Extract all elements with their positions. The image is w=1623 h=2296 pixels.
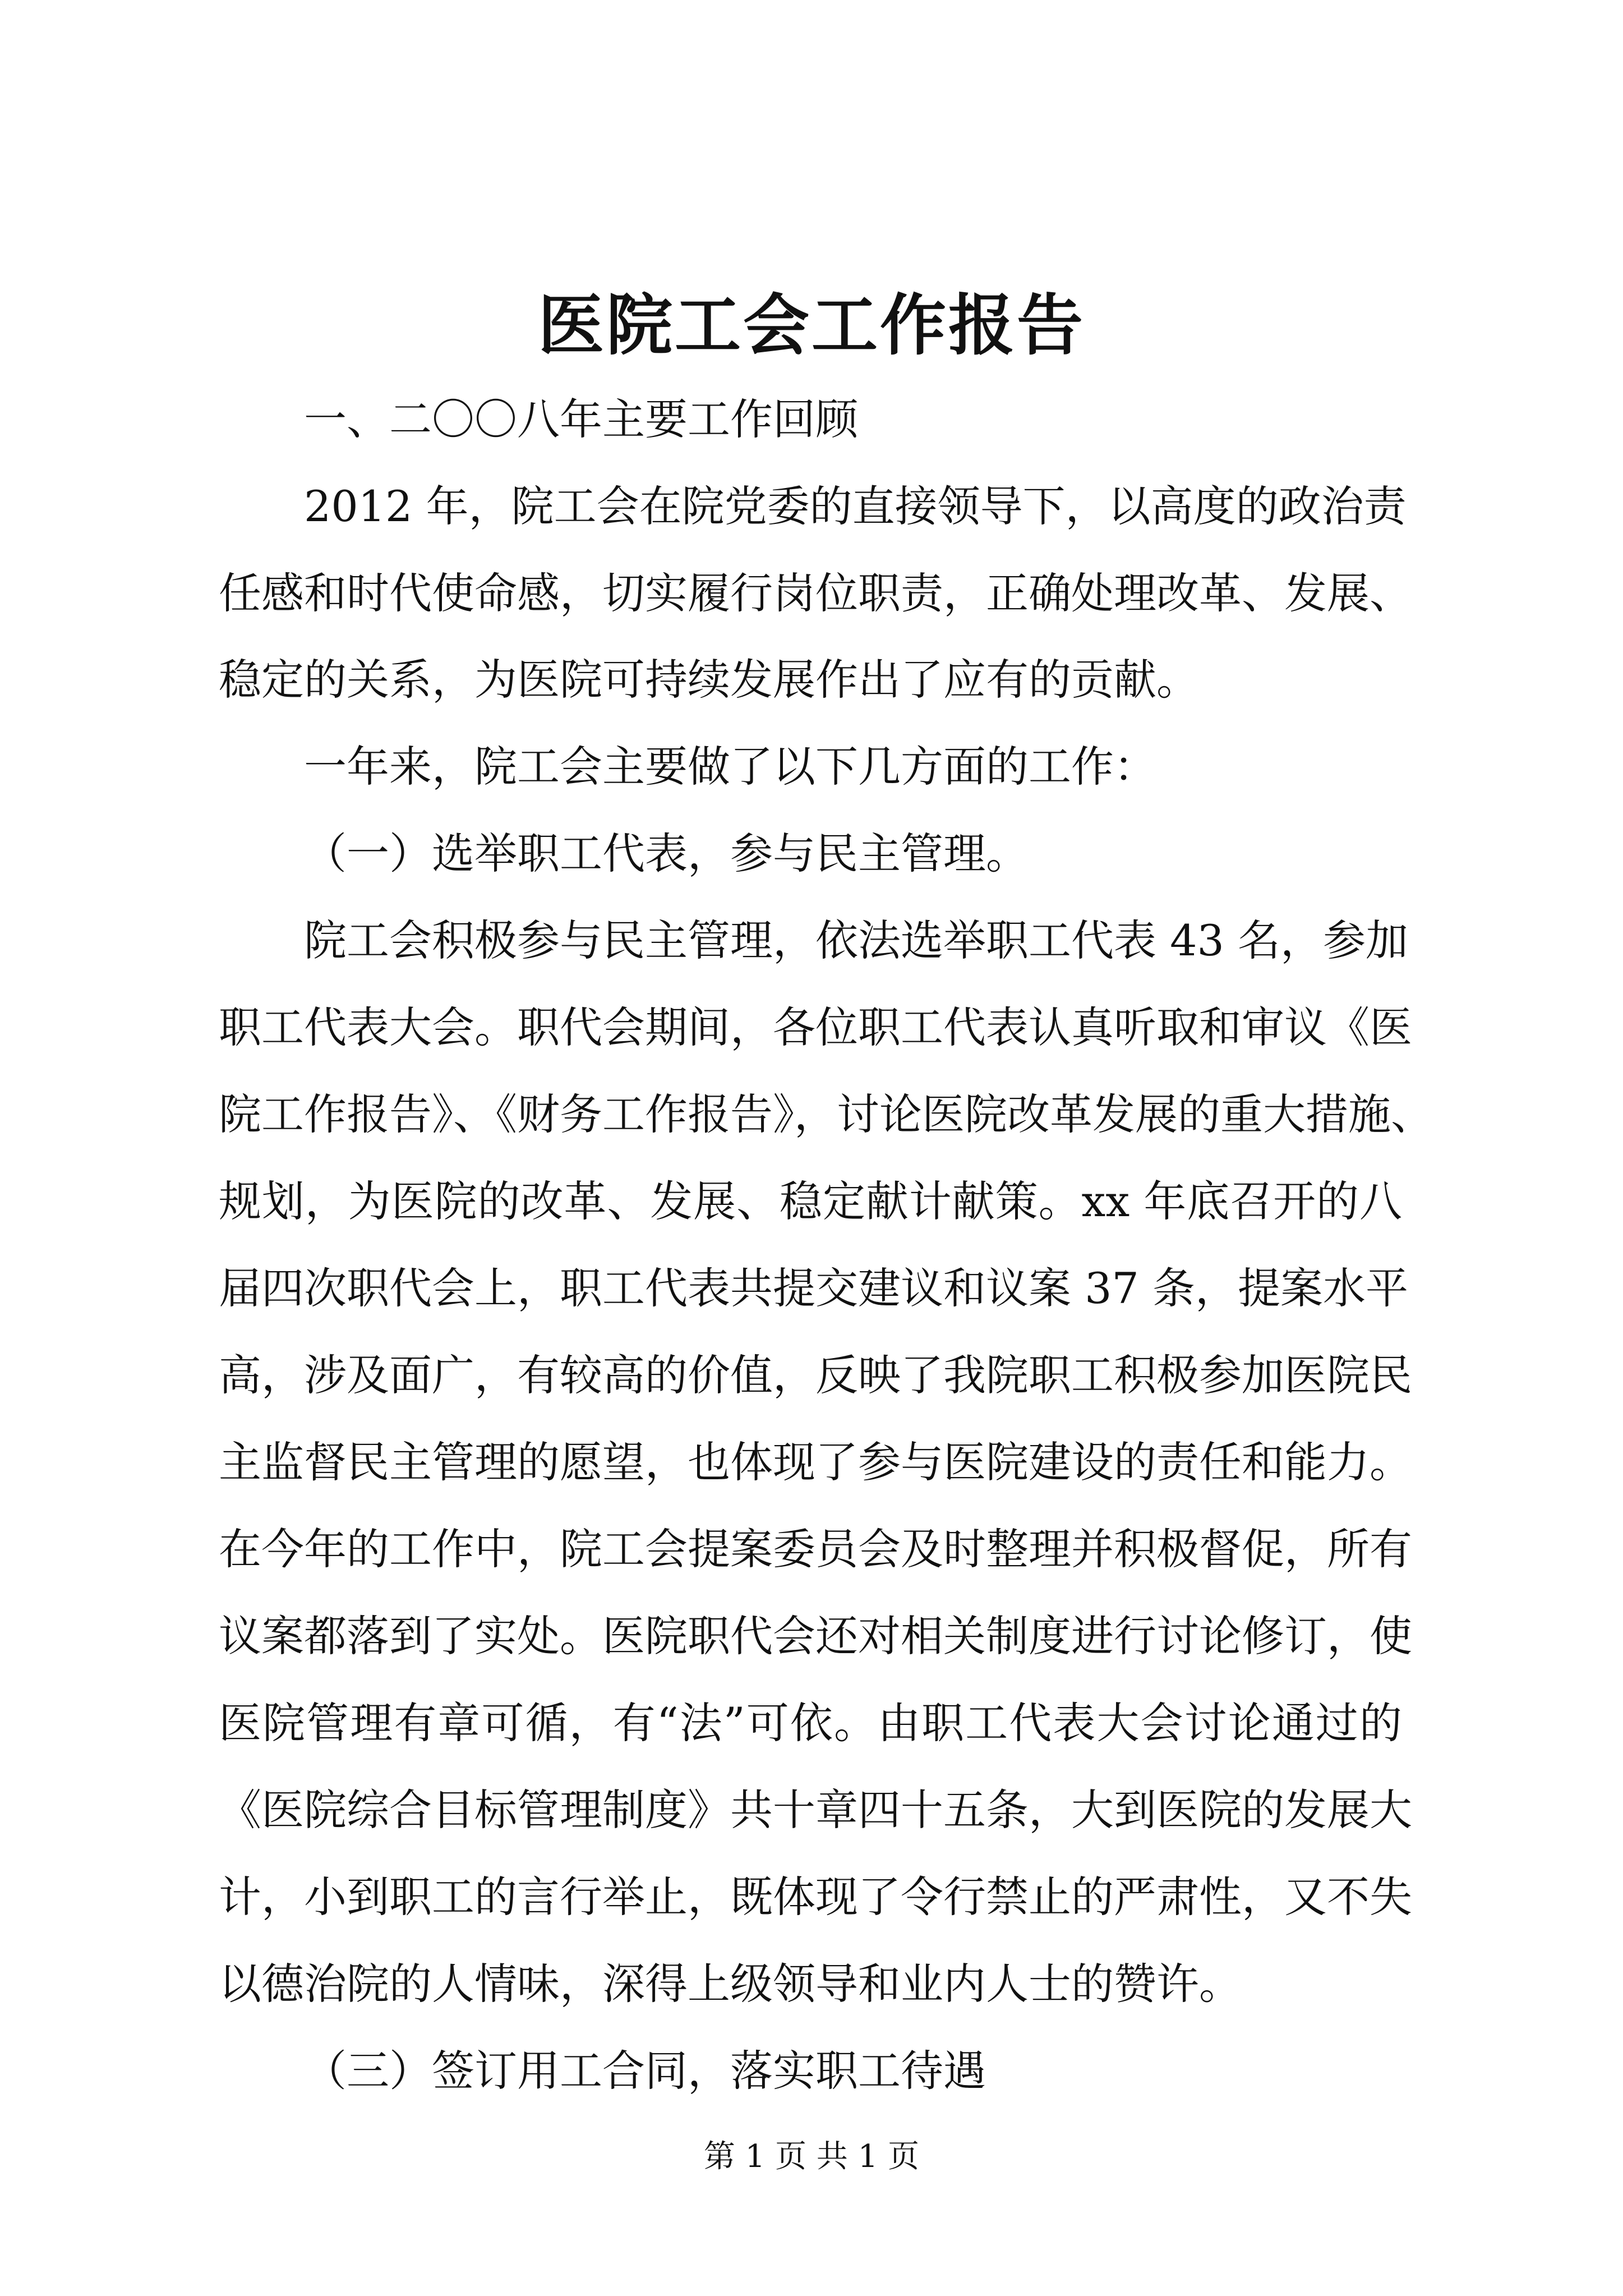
- paragraph-line: 《医院综合目标管理制度》共十章四十五条，大到医院的发展大: [219, 1785, 1412, 1835]
- section-heading: 一、二〇〇八年主要工作回顾: [304, 394, 858, 444]
- paragraph-line: 在今年的工作中，院工会提案委员会及时整理并积极督促，所有: [219, 1524, 1412, 1574]
- paragraph-line: 届四次职代会上，职工代表共提交建议和议案 37 条，提案水平: [219, 1263, 1409, 1313]
- document-title: 医院工会工作报告: [537, 286, 1085, 364]
- paragraph-line: 2012 年，院工会在院党委的直接领导下，以高度的政治责: [304, 481, 1407, 531]
- paragraph-line: 高，涉及面广，有较高的价值，反映了我院职工积极参加医院民: [219, 1350, 1412, 1400]
- paragraph-line: 主监督民主管理的愿望，也体现了参与医院建设的责任和能力。: [219, 1437, 1412, 1487]
- page-footer: 第 1 页 共 1 页: [703, 2138, 920, 2175]
- paragraph-line: 职工代表大会。职代会期间，各位职工代表认真听取和审议《医: [219, 1002, 1412, 1052]
- paragraph-line: 规划，为医院的改革、发展、稳定献计献策。xx 年底召开的八: [219, 1176, 1402, 1226]
- paragraph-line: 一年来，院工会主要做了以下几方面的工作：: [304, 742, 1156, 792]
- paragraph-line: 以德治院的人情味，深得上级领导和业内人士的赞许。: [219, 1959, 1242, 2009]
- subsection-heading: （一）选举职工代表，参与民主管理。: [304, 829, 1029, 878]
- paragraph-line: 议案都落到了实处。医院职代会还对相关制度进行讨论修订，使: [219, 1611, 1412, 1661]
- paragraph-line: 院工会积极参与民主管理，依法选举职工代表 43 名，参加: [304, 915, 1409, 965]
- paragraph-line: 院工作报告》、《财务工作报告》，讨论医院改革发展的重大措施、: [219, 1089, 1433, 1139]
- paragraph-line: 医院管理有章可循，有“法”可依。由职工代表大会讨论通过的: [219, 1698, 1402, 1748]
- subsection-heading: （三）签订用工合同，落实职工待遇: [304, 2046, 986, 2096]
- paragraph-line: 稳定的关系，为医院可持续发展作出了应有的贡献。: [219, 655, 1199, 705]
- paragraph-line: 任感和时代使命感，切实履行岗位职责，正确处理改革、发展、: [219, 568, 1412, 618]
- paragraph-line: 计，小到职工的言行举止，既体现了令行禁止的严肃性，又不失: [219, 1872, 1412, 1922]
